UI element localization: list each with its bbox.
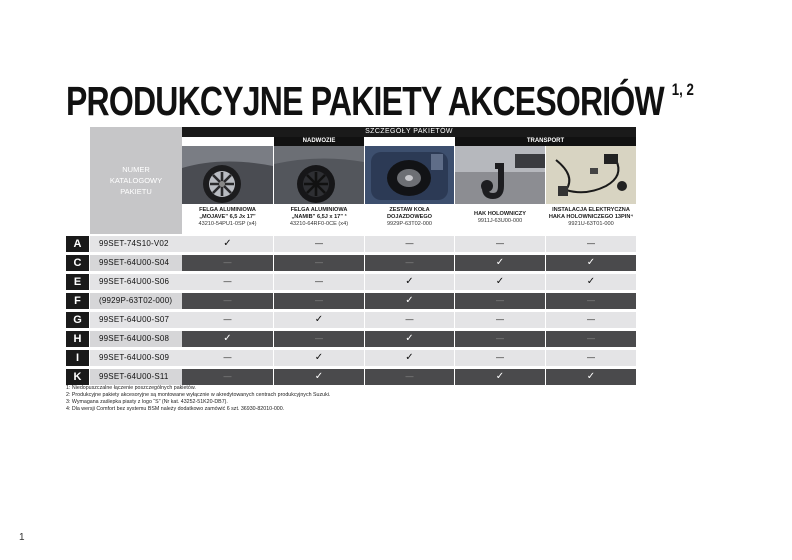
group-nadwozie: NADWOZIE	[274, 137, 364, 146]
spare-wheel-kit-image	[365, 146, 454, 204]
package-letter: K	[66, 369, 89, 385]
package-row	[66, 236, 636, 252]
package-number: 99SET-64U00-S04	[90, 255, 182, 271]
dash-mark: —	[546, 350, 636, 366]
package-letter: I	[66, 350, 89, 366]
dash-mark: —	[182, 255, 273, 271]
wiring-kit-image	[546, 146, 636, 204]
package-row	[66, 293, 636, 309]
check-icon: ✓	[546, 369, 636, 385]
title-footnote-ref: 1, 2	[671, 80, 694, 99]
dash-mark: —	[274, 236, 364, 252]
check-icon: ✓	[455, 274, 545, 290]
check-icon: ✓	[546, 255, 636, 271]
package-row	[66, 350, 636, 366]
package-number: 99SET-64U00-S09	[90, 350, 182, 366]
tow-hook-image	[455, 146, 545, 204]
dash-mark: —	[274, 274, 364, 290]
dash-mark: —	[182, 312, 273, 328]
dash-mark: —	[182, 274, 273, 290]
check-icon: ✓	[182, 331, 273, 347]
package-letter: C	[66, 255, 89, 271]
details-header: SZCZEGÓŁY PAKIETÓW	[182, 127, 636, 137]
group-spacer	[182, 137, 273, 146]
check-icon: ✓	[365, 350, 454, 366]
package-row	[66, 274, 636, 290]
package-row	[66, 255, 636, 271]
number-header: NUMER KATALOGOWY PAKIETU	[90, 127, 182, 234]
footnote: 4: Dla wersji Comfort bez systemu BSM należy dodatkowo zamówić 6 szt. 36930-82010-000.	[66, 406, 285, 412]
dash-mark: —	[365, 369, 454, 385]
check-icon: ✓	[546, 274, 636, 290]
footnote: 3: Wymagana zaślepka piasty z logo “S” (Nr kat. 43252-51K20-DB7).	[66, 399, 228, 405]
package-number: 99SET-64U00-S06	[90, 274, 182, 290]
footnote: 2: Produkcyjne pakiety akcesoryjne są montowane wyłącznie w akredytowanych centrach produkcyjnych Suzuki.	[66, 392, 331, 398]
package-row	[66, 369, 636, 385]
dash-mark: —	[455, 236, 545, 252]
dash-mark: —	[546, 293, 636, 309]
page-title: PRODUKCYJNE PAKIETY AKCESORIÓW $^{1, 2}$	[66, 78, 694, 124]
dash-mark: —	[455, 331, 545, 347]
check-icon: ✓	[182, 236, 273, 252]
dash-mark: —	[365, 236, 454, 252]
check-icon: ✓	[365, 331, 454, 347]
dash-mark: —	[455, 350, 545, 366]
product-spare-wheel: ZESTAW KOŁA DOJAZDOWEGO 9929P-63T02-000	[365, 204, 454, 234]
package-number: 99SET-64U00-S11	[90, 369, 182, 385]
package-number: (9929P-63T02-000)	[90, 293, 182, 309]
dash-mark: —	[546, 236, 636, 252]
footnote: 1: Niedopuszczalne łączenie poszczególnych pakietów.	[66, 385, 196, 391]
package-letter: H	[66, 331, 89, 347]
dash-mark: —	[274, 293, 364, 309]
dash-mark: —	[546, 312, 636, 328]
footnotes	[66, 385, 330, 413]
dash-mark: —	[182, 369, 273, 385]
page-number: 1	[19, 532, 25, 543]
check-icon: ✓	[274, 312, 364, 328]
package-number: 99SET-64U00-S08	[90, 331, 182, 347]
dash-mark: —	[365, 255, 454, 271]
product-tow-hook: HAK HOLOWNICZY 9911J-63U00-000	[455, 204, 545, 234]
group-spacer	[365, 137, 454, 146]
dash-mark: —	[274, 331, 364, 347]
wheel-namib-image	[274, 146, 364, 204]
group-transport: TRANSPORT	[455, 137, 636, 146]
dash-mark: —	[365, 312, 454, 328]
package-row	[66, 331, 636, 347]
package-letter: E	[66, 274, 89, 290]
dash-mark: —	[455, 312, 545, 328]
product-wheel-mojave: FELGA ALUMINIOWA „MOJAVE” 6,5 Jx 17” 43210-54PU1-0SP (x4)	[182, 204, 273, 234]
package-number: 99SET-64U00-S07	[90, 312, 182, 328]
dash-mark: —	[182, 350, 273, 366]
package-letter: F	[66, 293, 89, 309]
package-number: 99SET-74S10-V02	[90, 236, 182, 252]
check-icon: ✓	[274, 369, 364, 385]
check-icon: ✓	[365, 293, 454, 309]
wheel-mojave-image	[182, 146, 273, 204]
check-icon: ✓	[365, 274, 454, 290]
package-row	[66, 312, 636, 328]
check-icon: ✓	[274, 350, 364, 366]
product-wheel-namib: FELGA ALUMINIOWA „NAMIB” 6,5J x 17” ³ 43210-64RF0-0CE (x4)	[274, 204, 364, 234]
check-icon: ✓	[455, 255, 545, 271]
dash-mark: —	[455, 293, 545, 309]
dash-mark: —	[274, 255, 364, 271]
check-icon: ✓	[455, 369, 545, 385]
dash-mark: —	[182, 293, 273, 309]
product-wiring-kit: INSTALACJA ELEKTRYCZNA HAKA HOLOWNICZEGO 13PIN⁴ 9921U-63T01-000	[546, 204, 636, 234]
package-letter: G	[66, 312, 89, 328]
dash-mark: —	[546, 331, 636, 347]
package-letter: A	[66, 236, 89, 252]
